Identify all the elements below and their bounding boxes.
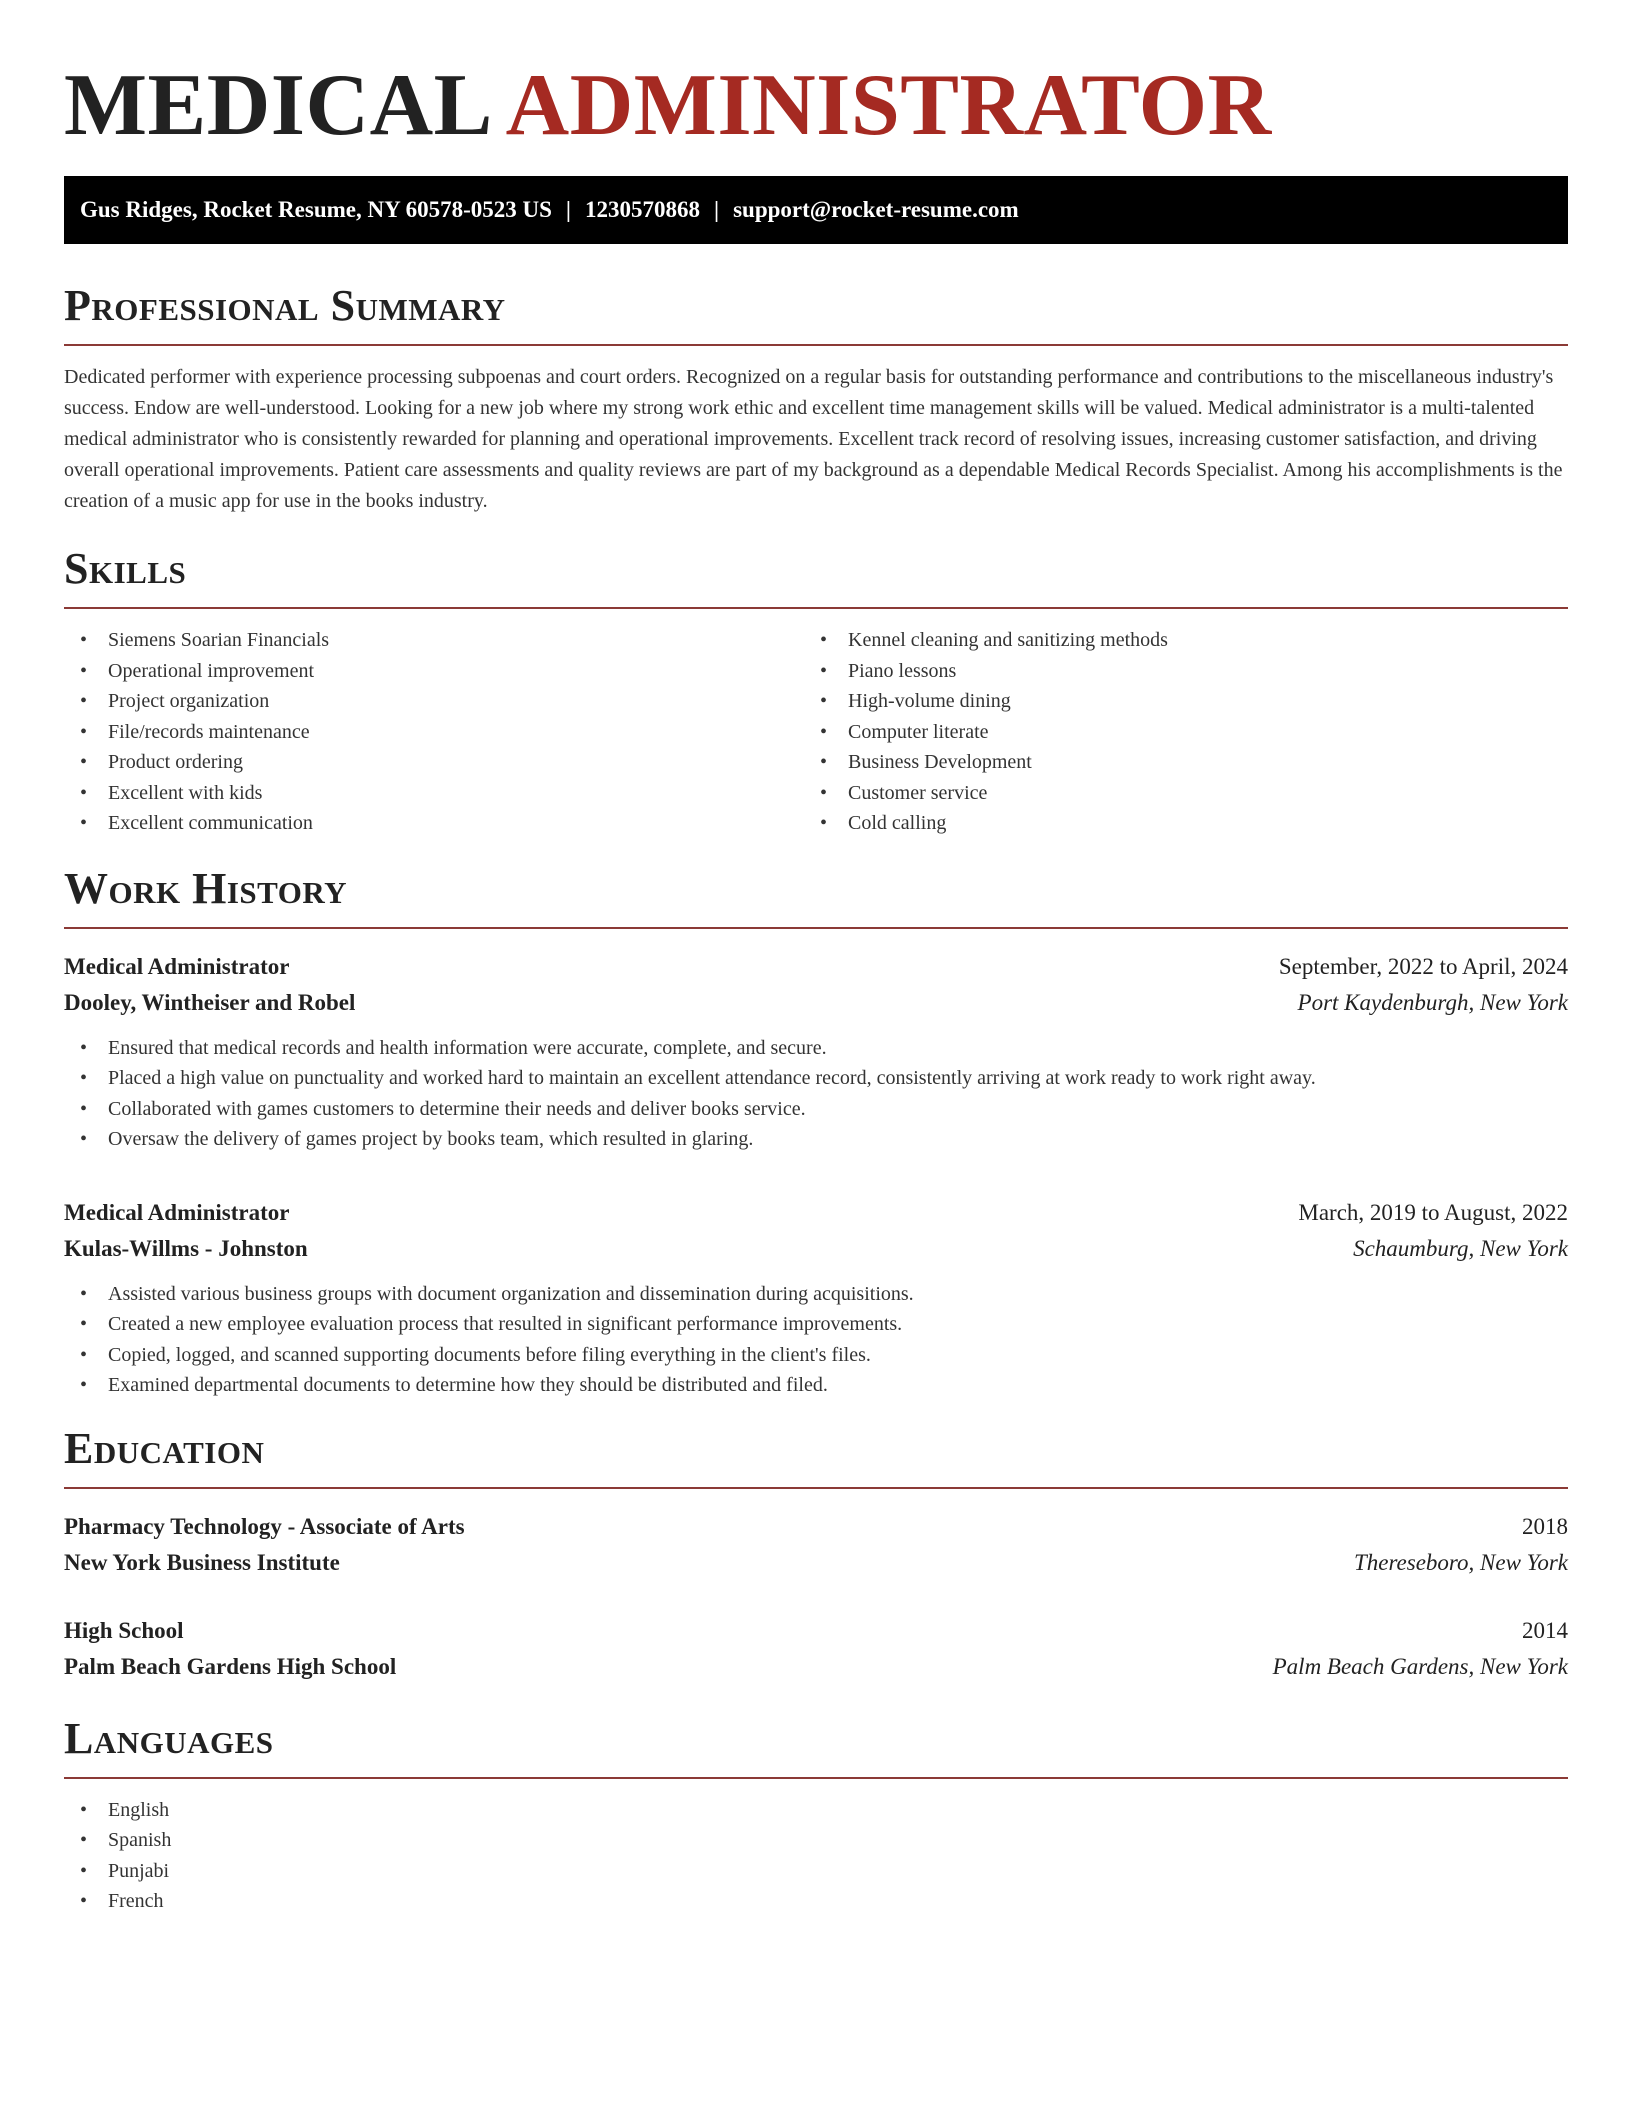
section-divider — [64, 1777, 1568, 1779]
work-history-section — [64, 863, 1568, 1401]
language-item: • French — [64, 1886, 1568, 1917]
job-duty: • Ensured that medical records and health information were accurate, complete, and secure. — [64, 1033, 1568, 1064]
skill-item: • Siemens Soarian Financials — [64, 625, 804, 656]
skill-item: • Excellent communication — [64, 808, 804, 839]
job-location: Port Kaydenburgh, New York — [1297, 989, 1568, 1015]
skills-columns — [64, 609, 1568, 839]
job-dates: September, 2022 to April, 2024 — [1278, 953, 1568, 979]
job-duty: • Created a new employee evaluation process that resulted in significant performance improvements. — [64, 1309, 1568, 1340]
job-header-row — [64, 949, 1568, 985]
contact-phone: 1230570868 — [585, 197, 700, 222]
job-duty: • Copied, logged, and scanned supporting documents before filing everything in the client's files. — [64, 1340, 1568, 1371]
skill-item: • Customer service — [804, 778, 1544, 809]
languages-heading: Languages — [64, 1713, 274, 1763]
skill-item: • Piano lessons — [804, 656, 1544, 687]
job-company: Kulas-Willms - Johnston — [64, 1235, 308, 1261]
contact-bar — [64, 176, 1568, 244]
education-year: 2018 — [1522, 1513, 1568, 1539]
skills-list-left — [64, 625, 804, 839]
contact-email[interactable]: support@rocket-resume.com — [733, 197, 1019, 222]
job-duty: • Assisted various business groups with document organization and dissemination during acquisitions. — [64, 1279, 1568, 1310]
contact-separator: | — [565, 197, 571, 222]
skills-section — [64, 543, 1568, 839]
summary-text: Dedicated performer with experience processing subpoenas and court orders. Recognized on a regular basis for outstanding performance and contributions to the miscellaneous industry's success. Endow are well-understood. Looking for a new job where my strong work ethic and excellent time management skills will be valued. Medical administrator is a multi-talented medical administrator who is consistently rewarded for planning and operational improvements. Excellent track record of resolving issues, increasing customer satisfaction, and driving overall operational improvements. Patient care assessments and quality reviews are part of my background as a dependable Medical Records Specialist. Among his accomplishments is the creation of a music app for use in the books industry. — [64, 366, 1563, 512]
contact-separator: | — [714, 197, 720, 222]
language-item: • English — [64, 1795, 1568, 1826]
language-item: • Spanish — [64, 1825, 1568, 1856]
summary-section — [64, 280, 1568, 517]
job-duty: • Oversaw the delivery of games project by books team, which resulted in glaring. — [64, 1124, 1568, 1155]
section-divider — [64, 927, 1568, 929]
work-history-heading: Work History — [64, 863, 348, 913]
skill-item: • Computer literate — [804, 717, 1544, 748]
education-section — [64, 1423, 1568, 1685]
job-duties-list — [64, 1033, 1568, 1155]
skill-item: • High-volume dining — [804, 686, 1544, 717]
education-location: Palm Beach Gardens, New York — [1272, 1653, 1568, 1679]
resume-title — [64, 56, 1568, 156]
job-duty: • Collaborated with games customers to determine their needs and deliver books service. — [64, 1094, 1568, 1125]
education-location: Thereseboro, New York — [1353, 1549, 1568, 1575]
title-second-word: ADMINISTRATOR — [505, 57, 1272, 154]
title-first-word: MEDICAL — [64, 57, 488, 154]
job-entry — [64, 1195, 1568, 1401]
education-year: 2014 — [1522, 1617, 1568, 1643]
languages-section — [64, 1713, 1568, 1917]
language-item: • Punjabi — [64, 1856, 1568, 1887]
education-school-row — [64, 1649, 1568, 1685]
contact-address: Gus Ridges, Rocket Resume, NY 60578-0523 US — [80, 197, 552, 222]
skill-item: • File/records maintenance — [64, 717, 804, 748]
skill-item: • Operational improvement — [64, 656, 804, 687]
section-divider — [64, 1487, 1568, 1489]
job-company-row — [64, 985, 1568, 1021]
skill-item: • Kennel cleaning and sanitizing methods — [804, 625, 1544, 656]
skills-heading: Skills — [64, 544, 187, 593]
education-school: New York Business Institute — [64, 1549, 340, 1575]
job-header-row — [64, 1195, 1568, 1231]
job-duties-list — [64, 1279, 1568, 1401]
education-degree: Pharmacy Technology - Associate of Arts — [64, 1513, 465, 1539]
skill-item: • Business Development — [804, 747, 1544, 778]
languages-list — [64, 1795, 1568, 1917]
skill-item: • Excellent with kids — [64, 778, 804, 809]
education-heading: Education — [64, 1423, 265, 1473]
job-company: Dooley, Wintheiser and Robel — [64, 989, 356, 1015]
job-duty: • Placed a high value on punctuality and worked hard to maintain an excellent attendance record, consistently arriving at work ready to work right away. — [64, 1063, 1568, 1094]
education-degree: High School — [64, 1617, 184, 1643]
skill-item: • Product ordering — [64, 747, 804, 778]
section-divider — [64, 344, 1568, 346]
job-dates: March, 2019 to August, 2022 — [1298, 1199, 1568, 1225]
summary-heading: Professional Summary — [64, 281, 506, 330]
job-company-row — [64, 1231, 1568, 1267]
education-entry — [64, 1613, 1568, 1685]
skills-list-right — [804, 625, 1544, 839]
job-duty: • Examined departmental documents to determine how they should be distributed and filed. — [64, 1370, 1568, 1401]
skill-item: • Project organization — [64, 686, 804, 717]
job-role: Medical Administrator — [64, 953, 290, 979]
education-school: Palm Beach Gardens High School — [64, 1653, 397, 1679]
skill-item: • Cold calling — [804, 808, 1544, 839]
education-entry — [64, 1509, 1568, 1581]
job-entry — [64, 949, 1568, 1155]
education-school-row — [64, 1545, 1568, 1581]
education-degree-row — [64, 1509, 1568, 1545]
education-degree-row — [64, 1613, 1568, 1649]
job-location: Schaumburg, New York — [1353, 1235, 1568, 1261]
job-role: Medical Administrator — [64, 1199, 290, 1225]
